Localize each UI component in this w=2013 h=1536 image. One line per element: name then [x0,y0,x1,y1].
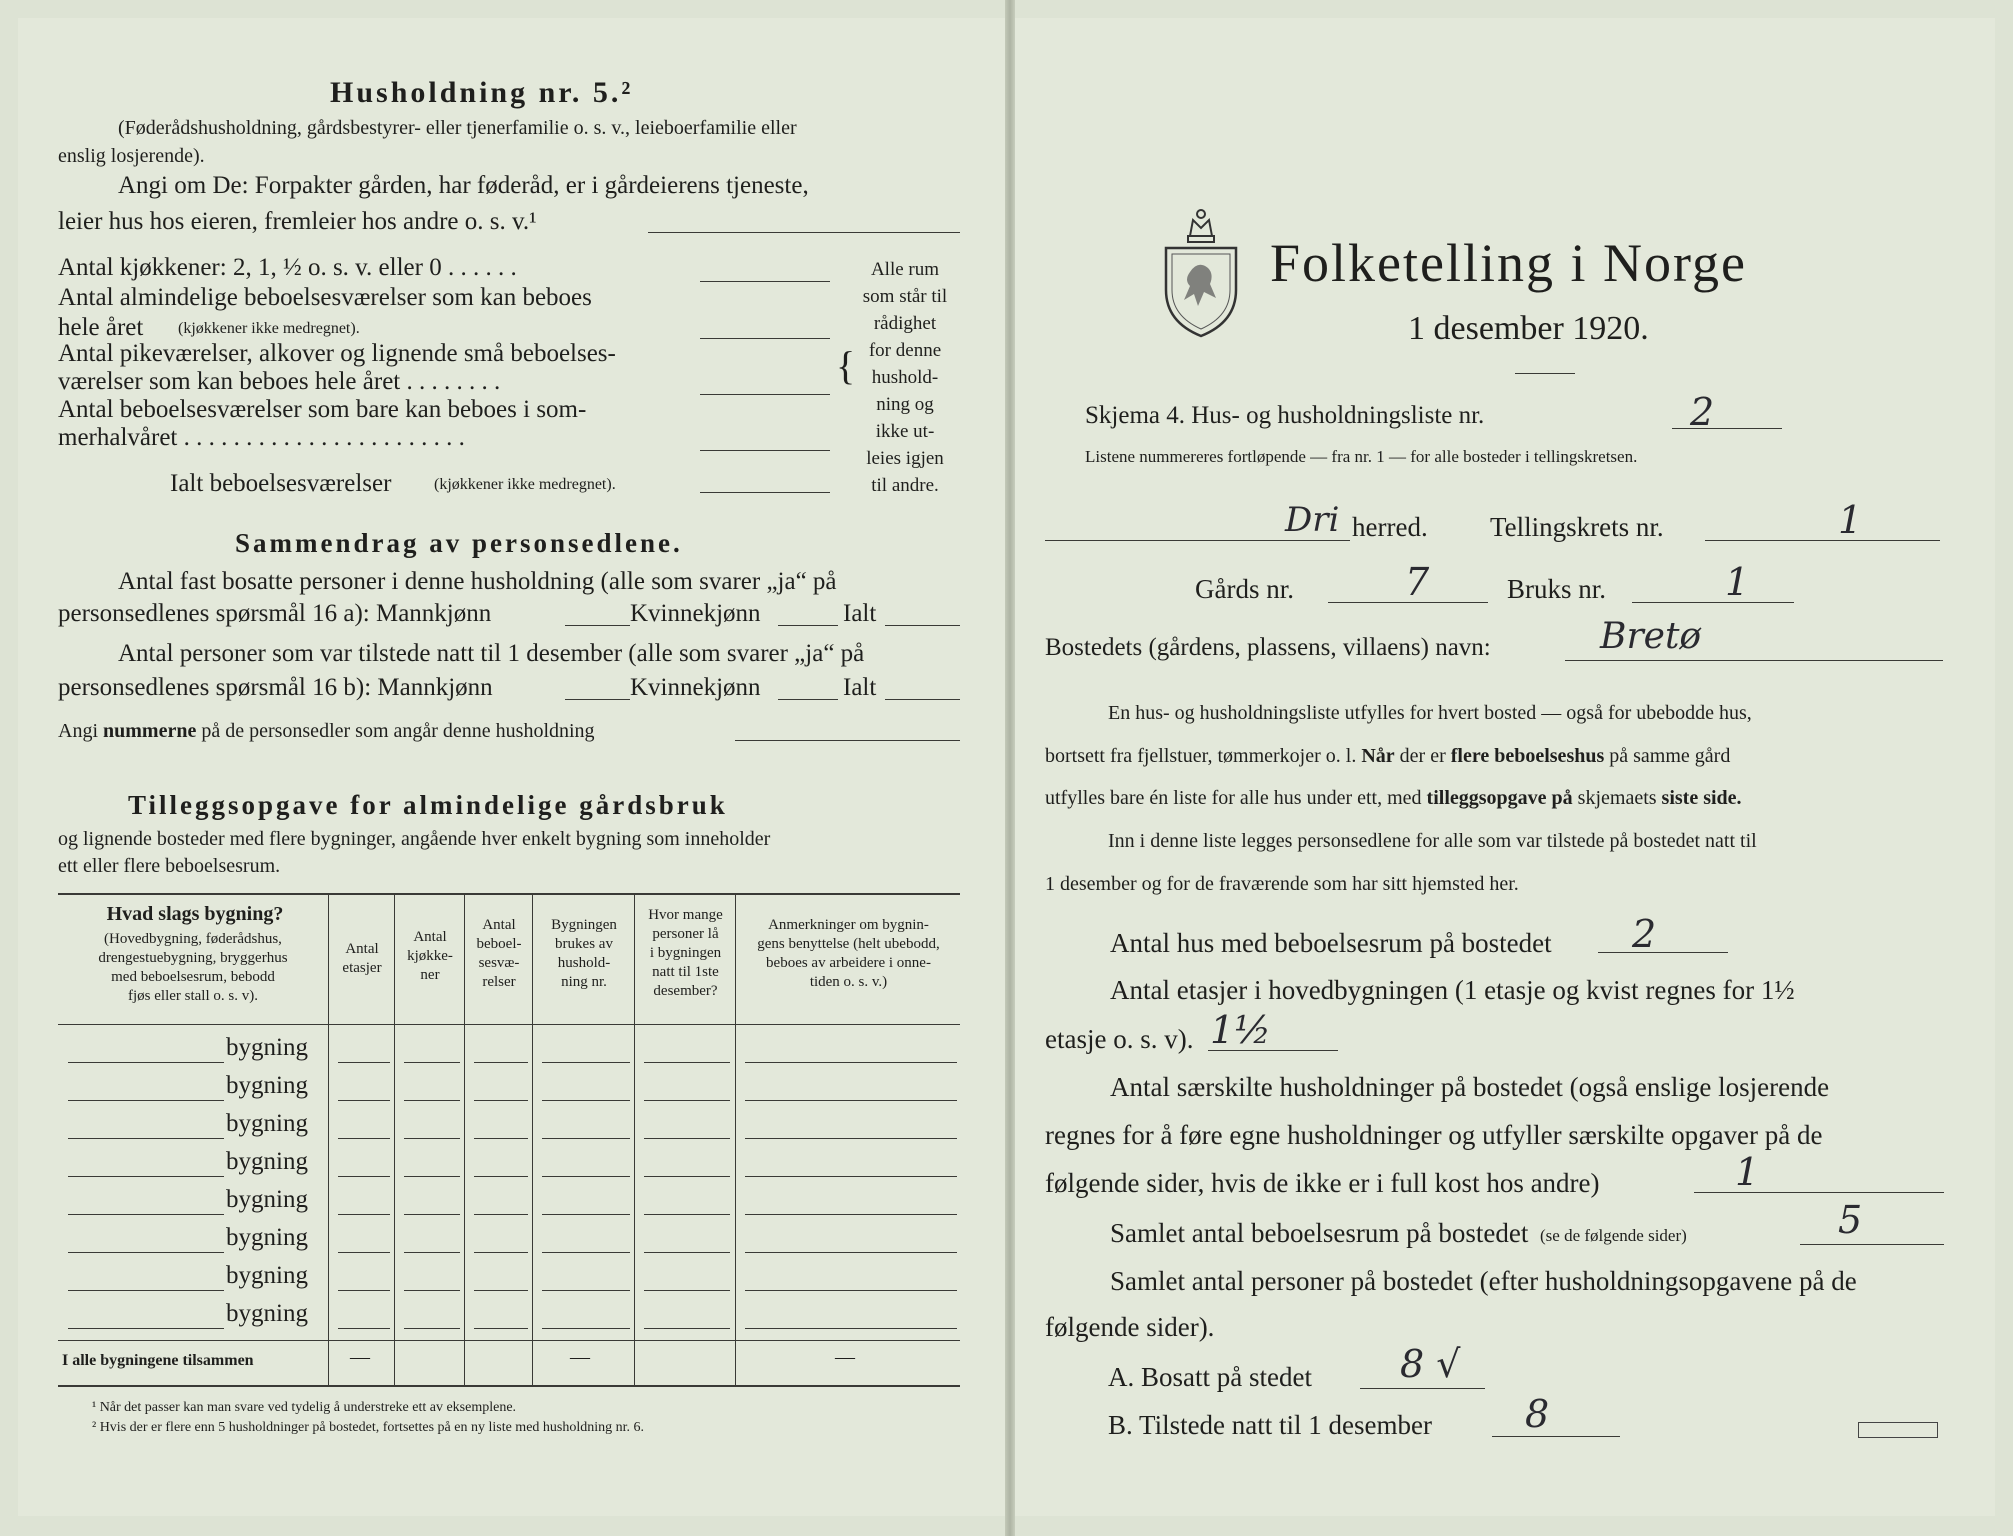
census-date: 1 desember 1920. [1408,310,1649,347]
building-row-field[interactable] [68,1214,224,1215]
total-dash-household: — [570,1346,590,1368]
col-header-3-line-2: beboel- [476,936,522,952]
supplement-title: Tilleggsopgave for almindelige gårdsbruk [128,790,728,820]
q-floors-label-2: etasje o. s. v). [1045,1024,1194,1054]
q-persons-label-2: følgende sider). [1045,1312,1215,1342]
page-fold [1005,0,1015,1536]
bosted-value[interactable]: Bretø [1600,616,1702,657]
col-header-1-line-2: etasjer [342,960,382,976]
brace-note-line-9: til andre. [871,475,939,496]
table-col-divider-1 [328,893,329,1385]
ordinary-rooms-line[interactable] [700,338,830,339]
table-col-divider-2 [394,893,395,1385]
angi-bold: nummerne [103,720,197,742]
instr-part-c: der er [1399,745,1446,767]
instruction-1-line-2 [1045,745,1730,768]
building-row-field[interactable] [542,1176,630,1177]
building-row-field[interactable] [644,1252,730,1253]
building-row-field[interactable] [644,1328,730,1329]
building-row-field[interactable] [68,1328,224,1329]
q-houses-value[interactable]: 2 [1632,912,1657,956]
table-header-border [58,1024,960,1025]
col-header-4-line-2: brukes av [555,936,613,952]
building-row-label: bygning [226,1300,308,1327]
building-row-field[interactable] [542,1062,630,1063]
building-row-field[interactable] [404,1252,460,1253]
col1-sub-line-2: drengestuebygning, bryggerhus [98,950,288,966]
b-present-label: B. Tilstede natt til 1 desember [1108,1410,1432,1440]
instr-part-f: utfylles bare én liste for alle hus under ett, med [1045,787,1422,809]
building-row-field[interactable] [745,1290,957,1291]
brace-note-line-1: Alle rum [870,259,940,280]
building-row-field[interactable] [644,1176,730,1177]
col-header-1-line-1: Antal [345,941,379,957]
supplement-intro-2: ett eller flere beboelsesrum. [58,855,281,877]
building-row-field[interactable] [474,1138,528,1139]
bosted-label: Bostedets (gårdens, plassens, villaens) navn: [1045,634,1491,661]
krets-value[interactable]: 1 [1838,498,1863,542]
total-rooms-line[interactable] [700,492,830,493]
building-row-field[interactable] [644,1138,730,1139]
summer-rooms-label-2: merhalvåret . . . . . . . . . . . . . . . . . . . . . . . [58,424,465,451]
building-row-field[interactable] [474,1062,528,1063]
gards-value[interactable]: 7 [1405,560,1430,604]
building-row-field[interactable] [474,1290,528,1291]
building-row-field[interactable] [745,1062,957,1063]
q-households-label-2: regnes for å føre egne husholdninger og utfyller særskilte opgaver på de [1045,1120,1823,1150]
summary-b-male-line[interactable] [565,699,630,700]
building-row-field[interactable] [644,1062,730,1063]
table-total-label: I alle bygningene tilsammen [62,1352,254,1369]
col-header-5-line-1: Hvor mange [648,907,723,923]
intro-line-2: enslig losjerende). [58,145,205,167]
printer-stamp [1858,1422,1938,1438]
building-row-field[interactable] [68,1290,224,1291]
summary-a-female-line[interactable] [778,625,838,626]
building-row-field[interactable] [404,1214,460,1215]
total-dash-remarks: — [835,1346,855,1368]
col-floors-header [330,940,394,978]
summary-b-female-label: Kvinnekjønn [630,674,761,701]
krets-line[interactable] [1705,540,1940,541]
building-row-field[interactable] [745,1214,957,1215]
col-header-3-line-3: sesvæ- [478,955,520,971]
col-header-4-line-3: hushold- [557,955,611,971]
building-row-field[interactable] [542,1252,630,1253]
building-row-field[interactable] [542,1290,630,1291]
summary-a-line-1: Antal fast bosatte personer i denne husholdning (alle som svarer „ja“ på [118,568,837,595]
a-resident-label: A. Bosatt på stedet [1108,1362,1312,1392]
building-row-field[interactable] [474,1214,528,1215]
angi-line-blank[interactable] [735,740,960,741]
q-persons-label-1: Samlet antal personer på bostedet (efter husholdningsopgavene på de [1110,1266,1857,1296]
building-row-label: bygning [226,1186,308,1213]
numbering-note: Listene nummereres fortløpende — fra nr. 1 — for alle bosteder i tellingskretsen. [1085,447,1638,466]
footnote-2: ² Hvis der er flere enn 5 husholdninger på bostedet, fortsettes på en ny liste med husholdning nr. 6. [92,1420,645,1435]
table-col-divider-5 [634,893,635,1385]
instr-part-g: tilleggsopgave på [1426,787,1573,809]
instr-part-i: siste side. [1661,787,1742,809]
building-row-field[interactable] [745,1252,957,1253]
gards-label: Gårds nr. [1195,574,1294,604]
building-row-field[interactable] [68,1062,224,1063]
bosted-line[interactable] [1565,660,1943,661]
building-row-field[interactable] [644,1100,730,1101]
instruction-2-line-2: 1 desember og for de fraværende som har sitt hjemsted her. [1045,873,1519,895]
a-resident-line[interactable] [1360,1388,1485,1389]
table-col-divider-4 [532,893,533,1385]
instruction-1-line-1: En hus- og husholdningsliste utfylles for hvert bosted — også for ubebodde hus, [1108,702,1752,724]
building-row-label: bygning [226,1224,308,1251]
b-present-value[interactable]: 8 [1525,1392,1550,1436]
building-row-label: bygning [226,1034,308,1061]
summary-a-total-label: Ialt [843,600,877,627]
question-line-1: Angi om De: Forpakter gården, har føderåd, er i gårdeierens tjeneste, [118,172,809,199]
col-household-header [534,916,634,992]
b-present-line[interactable] [1492,1436,1620,1437]
building-row-field[interactable] [474,1328,528,1329]
maid-rooms-label-2: værelser som kan beboes hele året . . . . . . . . [58,368,501,395]
table-total-border [58,1340,960,1341]
kitchens-line[interactable] [700,281,830,282]
herred-line[interactable] [1045,540,1350,541]
summary-a-female-label: Kvinnekjønn [630,600,761,627]
q-rooms-note: (se de følgende sider) [1540,1226,1687,1245]
left-page [18,18,1010,1516]
building-row-field[interactable] [338,1290,390,1291]
col-header-4-line-4: ning nr. [561,974,607,990]
col-header-5-line-5: desember? [653,983,718,999]
title-rule [1515,373,1575,374]
building-row-field[interactable] [404,1062,460,1063]
household-title: Husholdning nr. 5.² [330,76,634,109]
q-houses-label: Antal hus med beboelsesrum på bostedet [1110,928,1552,958]
brace-note-line-6: ning og [876,394,934,415]
building-row-field[interactable] [542,1100,630,1101]
coat-of-arms-icon [1160,202,1242,340]
building-row-field[interactable] [338,1100,390,1101]
col-header-6-line-4: tiden o. s. v.) [809,974,888,990]
col1-title: Hvad slags bygning? [106,903,284,925]
building-row-field[interactable] [542,1214,630,1215]
instr-part-a: bortsett fra fjellstuer, tømmerkojer o. l. [1045,745,1357,767]
col-header-5-line-4: natt til 1ste [652,964,719,980]
q-rooms-line[interactable] [1800,1244,1944,1245]
col-remarks-header [737,916,960,992]
col-header-6-line-1: Anmerkninger om bygnin- [768,917,929,933]
building-row-field[interactable] [644,1290,730,1291]
bruks-value[interactable]: 1 [1725,560,1750,604]
building-row-field[interactable] [404,1328,460,1329]
brace-note-line-2: som står til [862,286,948,307]
col1-sub-line-3: med beboelsesrum, bebodd [111,969,275,985]
brace-note-line-3: rådighet [873,313,937,334]
instruction-1-line-3 [1045,787,1742,810]
bruks-label: Bruks nr. [1507,574,1607,604]
ordinary-rooms-label-2: hele året [58,314,144,341]
summary-b-total-label: Ialt [843,674,877,701]
ordinary-rooms-note: (kjøkkener ikke medregnet). [178,320,360,337]
schema-line[interactable] [1672,428,1782,429]
table-col-divider-6 [735,893,736,1385]
instr-part-b: Når [1361,745,1395,767]
maid-rooms-label-1: Antal pikeværelser, alkover og lignende små beboelses- [58,340,616,367]
summary-title: Sammendrag av personsedlene. [235,528,683,558]
maid-rooms-line[interactable] [700,394,830,395]
census-title: Folketelling i Norge [1270,233,1747,293]
building-row-field[interactable] [542,1138,630,1139]
building-row-field[interactable] [338,1252,390,1253]
building-row-field[interactable] [404,1138,460,1139]
building-row-label: bygning [226,1262,308,1289]
table-col-divider-3 [464,893,465,1385]
brace-icon: { [836,343,856,388]
total-rooms-note: (kjøkkener ikke medregnet). [434,476,616,493]
building-row-label: bygning [226,1110,308,1137]
summary-b-line-1: Antal personer som var tilstede natt til 1 desember (alle som svarer „ja“ på [118,640,865,667]
col-header-6-line-2: gens benyttelse (helt ubebodd, [757,936,940,952]
q-rooms-label: Samlet antal beboelsesrum på bostedet [1110,1218,1529,1248]
building-row-label: bygning [226,1148,308,1175]
brace-note-line-7: ikke ut- [875,421,935,442]
col-header-3-line-4: relser [482,974,516,990]
angi-post: på de personsedler som angår denne husholdning [201,720,595,742]
summary-a-male-line[interactable] [565,625,630,626]
q-rooms-value[interactable]: 5 [1838,1198,1863,1242]
summer-rooms-label-1: Antal beboelsesværelser som bare kan beboes i som- [58,396,587,423]
building-row-field[interactable] [68,1252,224,1253]
brace-note [846,256,964,499]
summary-b-total-line[interactable] [885,699,960,700]
col-header-4-line-1: Bygningen [551,917,617,933]
brace-note-line-8: leies igjen [866,448,944,469]
brace-note-line-4: for denne [868,340,942,361]
supplement-intro-1: og lignende bosteder med flere bygninger, angående hver enkelt bygning som inneholder [58,828,771,850]
building-row-field[interactable] [338,1062,390,1063]
summary-b-female-line[interactable] [778,699,838,700]
summary-b-line-2: personsedlenes spørsmål 16 b): Mannkjønn [58,674,493,701]
kitchens-label: Antal kjøkkener: 2, 1, ½ o. s. v. eller 0 . . . . . . [58,254,517,281]
building-row-field[interactable] [404,1176,460,1177]
footnote-1: ¹ Når det passer kan man svare ved tydelig å understreke ett av eksemplene. [92,1400,517,1415]
table-bottom-border [58,1385,960,1387]
col-header-2-line-3: ner [420,967,440,983]
herred-label: herred. [1352,512,1428,542]
building-row-field[interactable] [745,1328,957,1329]
building-row-field[interactable] [474,1100,528,1101]
q-households-label-1: Antal særskilte husholdninger på bostedet (også enslige losjerende [1110,1072,1830,1102]
q-households-label-3: følgende sider, hvis de ikke er i full kost hos andre) [1045,1168,1600,1198]
building-row-field[interactable] [474,1252,528,1253]
instr-part-e: på samme gård [1609,745,1731,767]
instr-part-h: skjemaets [1577,787,1657,809]
building-row-field[interactable] [338,1328,390,1329]
col-header-5-line-2: personer lå [652,926,719,942]
building-row-field[interactable] [745,1176,957,1177]
q-households-line[interactable] [1694,1192,1944,1193]
schema-label: Skjema 4. Hus- og husholdningsliste nr. [1085,402,1485,429]
building-row-field[interactable] [338,1176,390,1177]
building-row-field[interactable] [68,1138,224,1139]
krets-label: Tellingskrets nr. [1490,512,1664,542]
q-floors-label-1: Antal etasjer i hovedbygningen (1 etasje og kvist regnes for 1½ [1110,975,1795,1005]
building-row-field[interactable] [338,1214,390,1215]
summer-rooms-line[interactable] [700,450,830,451]
ordinary-rooms-label-1: Antal almindelige beboelsesværelser som kan beboes [58,284,592,311]
q-floors-value[interactable]: 1½ [1210,1008,1272,1052]
summary-a-line-2: personsedlenes spørsmål 16 a): Mannkjønn [58,600,492,627]
intro-line-1: (Føderådshusholdning, gårdsbestyrer- eller tjenerfamilie o. s. v., leieboerfamilie eller [118,117,797,139]
bruks-line[interactable] [1632,602,1794,603]
building-row-field[interactable] [68,1100,224,1101]
angi-pre: Angi [58,720,98,742]
question-line-2: leier hus hos eieren, fremleier hos andre o. s. v.¹ [58,208,537,235]
total-dash-floors: — [350,1346,370,1368]
a-resident-value[interactable]: 8 √ [1400,1342,1461,1386]
instruction-2-line-1: Inn i denne liste legges personsedlene for alle som var tilstede på bostedet natt til [1108,830,1757,852]
herred-value[interactable]: Dri [1285,500,1340,540]
summary-a-total-line[interactable] [885,625,960,626]
col-persons-header [636,906,735,1001]
col-kitchens-header [396,928,464,985]
col-rooms-header [466,916,532,992]
building-row-field[interactable] [68,1176,224,1177]
building-row-field[interactable] [542,1328,630,1329]
building-row-field[interactable] [644,1214,730,1215]
building-row-field[interactable] [338,1138,390,1139]
brace-note-line-5: hushold- [871,367,939,388]
col1-subtitle [62,930,324,1006]
table-top-border [58,893,960,895]
q-households-value[interactable]: 1 [1735,1150,1760,1194]
col-header-2-line-2: kjøkke- [407,948,453,964]
building-row-field[interactable] [404,1100,460,1101]
building-row-field[interactable] [745,1138,957,1139]
schema-value[interactable]: 2 [1690,390,1715,434]
building-row-field[interactable] [404,1290,460,1291]
building-row-field[interactable] [745,1100,957,1101]
instr-part-d: flere beboelseshus [1450,745,1605,767]
building-row-field[interactable] [474,1176,528,1177]
angi-line [58,720,595,743]
col-header-2-line-1: Antal [413,929,447,945]
col-header-5-line-3: i bygningen [649,945,722,961]
q-houses-line[interactable] [1598,952,1728,953]
col1-sub-line-1: (Hovedbygning, føderådshus, [104,931,282,947]
building-row-label: bygning [226,1072,308,1099]
total-rooms-label: Ialt beboelsesværelser [170,470,392,497]
col-header-6-line-3: beboes av arbeidere i onne- [766,955,931,971]
question-answer-line[interactable] [648,232,960,233]
col1-sub-line-4: fjøs eller stall o. s. v). [128,988,258,1004]
col-header-3-line-1: Antal [482,917,516,933]
